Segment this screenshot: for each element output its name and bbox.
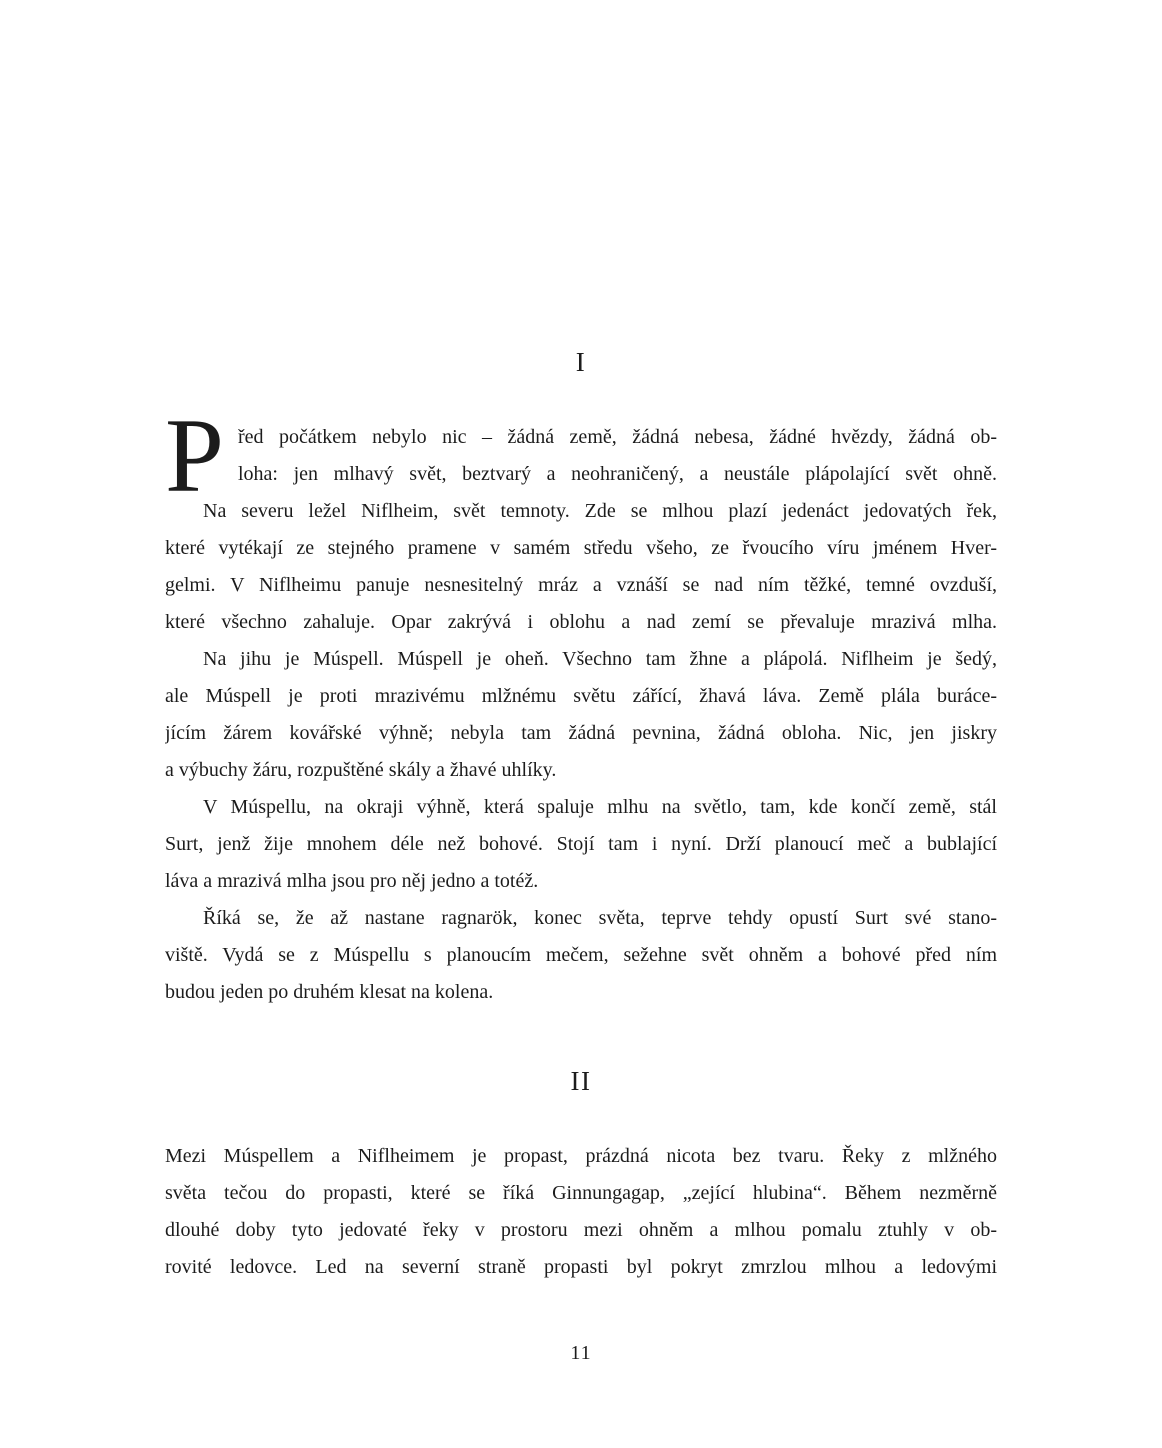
text-line: Surt, jenž žije mnohem déle než bohové. Stojí tam i nyní. Drží planoucí meč a bublající <box>165 833 997 855</box>
text-line: řed počátkem nebylo nic – žádná země, žádná nebesa, žádné hvězdy, žádná ob- <box>237 426 997 448</box>
text-line: Mezi Múspellem a Niflheimem je propast, prázdná nicota bez tvaru. Řeky z mlžného <box>165 1145 997 1167</box>
text-line: které všechno zahaluje. Opar zakrývá i oblohu a nad zemí se převaluje mrazivá mlha. <box>165 611 997 633</box>
chapter-heading-ii: II <box>570 1066 592 1096</box>
chapter-section-i <box>165 344 997 1011</box>
text-block <box>165 0 997 1286</box>
paragraph <box>165 789 997 900</box>
chapter-section-ii <box>165 1063 997 1286</box>
text-line: budou jeden po druhém klesat na kolena. <box>165 981 494 1003</box>
drop-cap: P <box>165 397 224 514</box>
paragraph <box>165 641 997 789</box>
text-line: světa tečou do propasti, které se říká Ginnungagap, „zející hlubina“. Během nezměrně <box>165 1182 997 1204</box>
text-line: láva a mrazivá mlha jsou pro něj jedno a totéž. <box>165 870 539 892</box>
paragraph <box>165 1138 997 1286</box>
text-line: ale Múspell je proti mrazivému mlžnému světu zářící, žhavá láva. Země plála buráce- <box>165 685 997 707</box>
text-line: Na severu ležel Niflheim, svět temnoty. Zde se mlhou plazí jedenáct jedovatých řek, <box>203 500 997 522</box>
paragraph <box>165 493 997 641</box>
page-number: 11 <box>570 1342 592 1364</box>
text-line: viště. Vydá se z Múspellu s planoucím mečem, sežehne svět ohněm a bohové před ním <box>165 944 997 966</box>
text-line: loha: jen mlhavý svět, beztvarý a neohraničený, a neustále plápolající svět ohně. <box>237 463 997 485</box>
text-line: které vytékají ze stejného pramene v samém středu všeho, ze řvoucího víru jménem Hver- <box>165 537 997 559</box>
text-line: Říká se, že až nastane ragnarök, konec světa, teprve tehdy opustí Surt své stano- <box>203 907 997 929</box>
paragraph <box>165 900 997 1011</box>
chapter-heading-i: I <box>575 347 587 377</box>
text-line: V Múspellu, na okraji výhně, která spaluje mlhu na světlo, tam, kde končí země, stál <box>203 796 997 818</box>
text-line: dlouhé doby tyto jedovaté řeky v prostoru mezi ohněm a mlhou pomalu ztuhly v ob- <box>165 1219 997 1241</box>
text-line: jícím žárem kovářské výhně; nebyla tam žádná pevnina, žádná obloha. Nic, jen jiskry <box>165 722 997 744</box>
text-line: rovité ledovce. Led na severní straně propasti byl pokryt zmrzlou mlhou a ledovými <box>165 1256 997 1278</box>
text-line: gelmi. V Niflheimu panuje nesnesitelný mráz a vznáší se nad ním těžké, temné ovzduší, <box>165 574 997 596</box>
text-line: Na jihu je Múspell. Múspell je oheň. Všechno tam žhne a plápolá. Niflheim je šedý, <box>203 648 997 670</box>
text-line: a výbuchy žáru, rozpuštěné skály a žhavé uhlíky. <box>165 759 557 781</box>
